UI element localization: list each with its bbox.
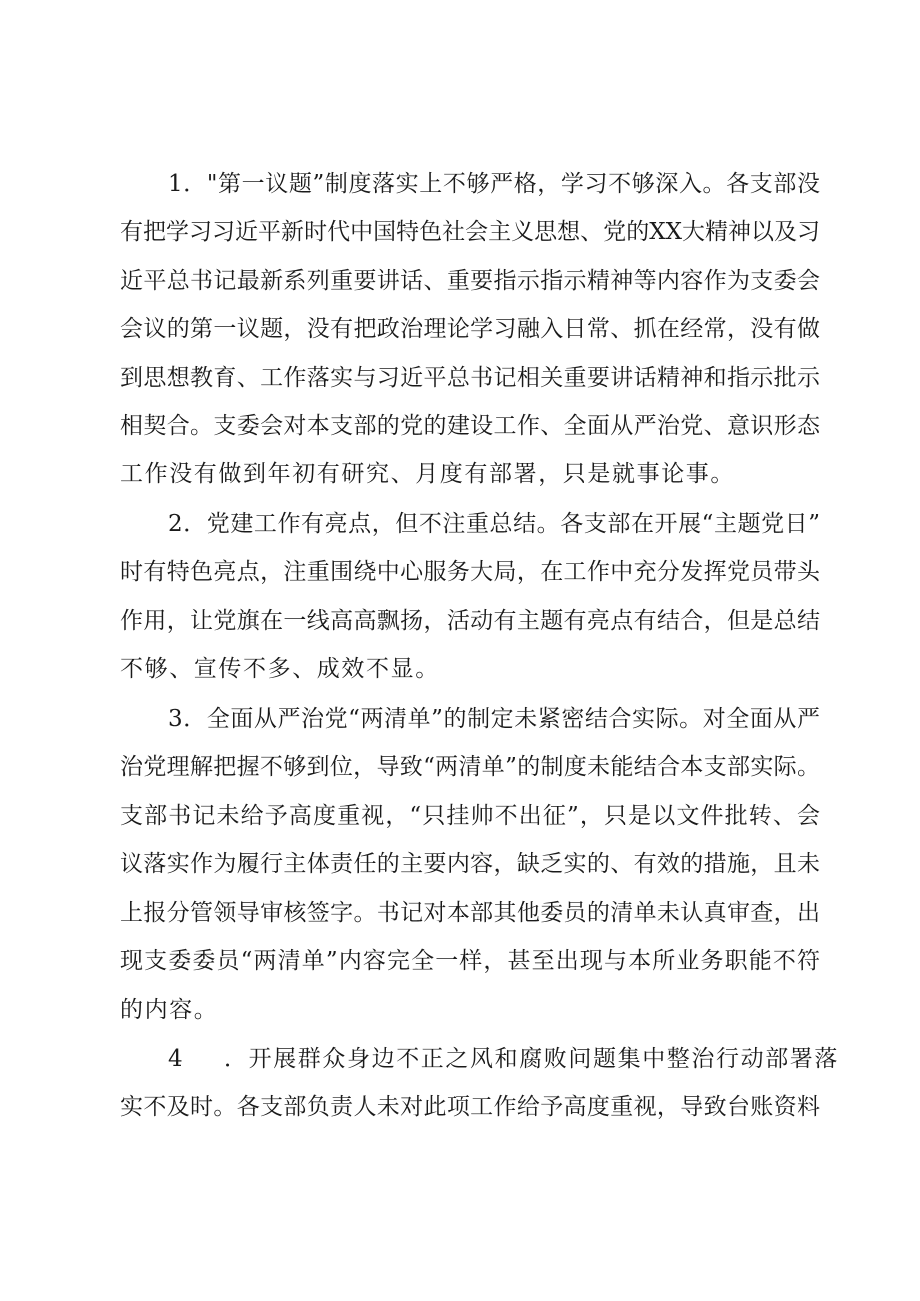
paragraph-3-line-6: 现支委委员“两清单”内容完全一样，甚至出现与本所业务职能不符 (120, 948, 820, 974)
paragraph-3-line-2: 治党理解把握不够到位，导致“两清单”的制度未能结合本支部实际。 (120, 754, 820, 780)
paragraph-4-line-1-text: ．开展群众身边不正之风和腐败问题集中整治行动部署落 (224, 1046, 839, 1072)
paragraph-1-line-7: 工作没有做到年初有研究、月度有部署，只是就事论事。 (120, 461, 735, 487)
paragraph-1-line-2: 有把学习习近平新时代中国特色社会主义思想、党的XX大精神以及习 (120, 219, 820, 245)
paragraph-4-line-1 (168, 1043, 839, 1075)
paragraph-2-line-1: 2．党建工作有亮点，但不注重总结。各支部在开展“主题党日” (168, 511, 820, 537)
paragraph-1-line-6: 相契合。支委会对本支部的党的建设工作、全面从严治党、意识形态 (120, 413, 820, 439)
paragraph-2-line-3: 作用，让党旗在一线高高飘扬，活动有主题有亮点有结合，但是总结 (120, 608, 820, 634)
paragraph-4-number: 4 (168, 1046, 185, 1072)
paragraph-3-line-4: 议落实作为履行主体责任的主要内容，缺乏实的、有效的措施，且未 (120, 851, 820, 877)
paragraph-1-line-5: 到思想教育、工作落实与习近平总书记相关重要讲话精神和指示批示 (120, 365, 820, 391)
paragraph-3-line-5: 上报分管领导审核签字。书记对本部其他委员的清单未认真审查，出 (120, 900, 820, 926)
paragraph-2-line-2: 时有特色亮点，注重围绕中心服务大局，在工作中充分发挥党员带头 (120, 559, 820, 585)
paragraph-3-line-7: 的内容。 (120, 997, 219, 1023)
paragraph-4-line-2: 实不及时。各支部负责人未对此项工作给予高度重视，导致台账资料 (120, 1094, 820, 1120)
paragraph-1-line-3: 近平总书记最新系列重要讲话、重要指示指示精神等内容作为支委会 (120, 268, 820, 294)
paragraph-2-line-4: 不够、宣传不多、成效不显。 (120, 656, 440, 682)
paragraph-1-line-1: 1．"第一议题”制度落实上不够严格，学习不够深入。各支部没 (168, 171, 820, 197)
paragraph-3-line-3: 支部书记未给予高度重视，“只挂帅不出征”，只是以文件批转、会 (120, 803, 820, 829)
paragraph-3-line-1: 3．全面从严治党“两清单”的制定未紧密结合实际。对全面从严 (168, 706, 820, 732)
paragraph-1-line-4: 会议的第一议题，没有把政治理论学习融入日常、抓在经常，没有做 (120, 316, 820, 342)
